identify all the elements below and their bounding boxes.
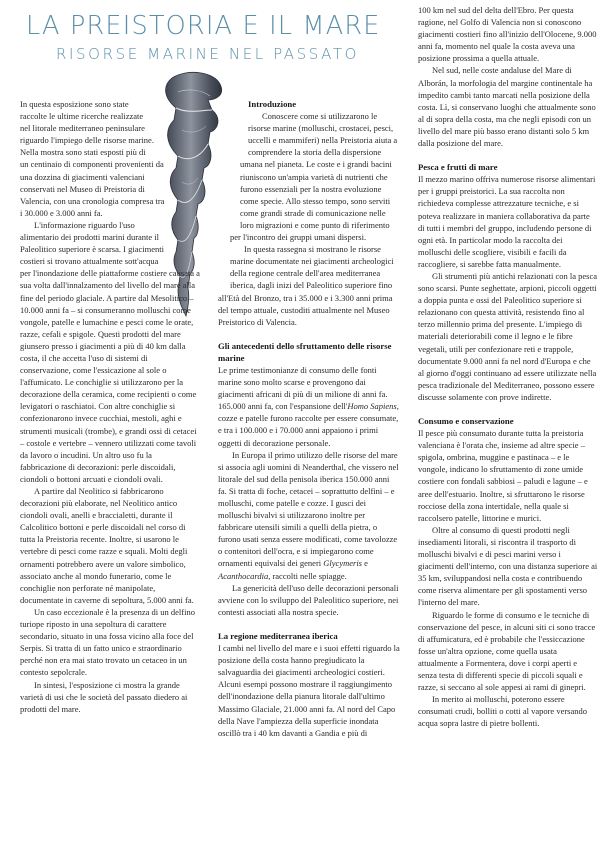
paragraph: Nel sud, nelle coste andaluse del Mare di Alborán, la morfologia del margine continentale ha impedito cambi tanto marcati nella posizione della costa. Lì, si conservano luoghi che attualmente sono al di sopra della costa, ma che negli episodi con un livello del mare più basso erano distanti solo 5 km dalla posizione del mare.: [418, 65, 596, 149]
paragraph: In merito ai molluschi, poterono essere consumati crudi, bolliti o cotti al vapore versando acqua sopra lastre di pietre bollenti.: [418, 694, 588, 729]
paragraph: Gli strumenti più antichi relazionati con la pesca sono scarsi. Punte seghettate, arpioni, piccoli oggetti a doppia punta e ossi del Paleolitico superiore si relazionano con questa attività, resistendo fino al terzo millennio prima del presente. L'impiego di materiali deteriorabili come il legno e le fibre vegetali, utili per confezionare reti e trappole, documentate 9.000 anni fa nel nord d'Europa e che al giorno d'oggi continuano ad essere utilizzate nella pesca tradizionale del Mediterraneo, possono essere discusse solamente con prove indirette.: [418, 270, 597, 402]
paragraph: L'informazione riguardo l'uso alimentario dei prodotti marini durante il Paleolitico superiore è scarsa. I giacimenti costieri si trovano attualmente sott'acqua per l'inondazione delle piattaforme costiere causata a sua volta dall'innalzamento del livello del mare alla fine del periodo glaciale. A partire dal Mesolitico – 10.000 anni fa – si consumeranno molluschi come vongole, patelle e lumachine e pesci come le orate, razze, cefali e spigole. Questi prodotti del mare giunsero presso i giacimenti a più di 40 km dalla costa, il che accetta l'uso di sistemi di conservazione, come l'essicazione al sole o l'affumicato. Le conchiglie si utilizzarono per la decorazione della ceramica, come recipienti o come levigatori o raschiatoi. Con altre conchiglie si confezionarono invece cucchiai, mestoli, aghi e strumenti musicali (trombe), e grandi ossi di cetacei – costole e vertebre – vennero utilizzati come tavoli da lavoro o incudini. Un altro uso fu la fabbricazione di decorazioni: perle discoidali, ciondoli o bottoni arcuati e ciondoli ovali.: [20, 219, 200, 484]
section-heading: Introduzione: [248, 99, 297, 109]
section-heading: Consumo e conservazione: [418, 416, 514, 426]
paragraph: A partire dal Neolitico si fabbricarono decorazioni più elaborate, nel Neolitico antico ciondoli ovali, anelli e braccialetti, durante il Calcolitico bottoni e perle discoidali nel corso di tutta la Preistoria recente. Inoltre, si usarono le vertebre di pesci come razze e squali. Molti degli ornamenti potrebbero avere un valore simbolico, associato anche al mondo funerario, come le conchiglie non perforate né manipolate, documentate in caverne di sepoltura, 5.000 anni fa.: [20, 486, 194, 605]
paragraph: La genericità dell'uso delle decorazioni personali avviene con lo sviluppo del Paleolitico superiore, nei contesti associati alla nostra specie.: [218, 582, 399, 617]
section-heading: Gli antecedenti dello sfruttamento delle risorse marine: [218, 340, 392, 363]
section-heading: Pesca e frutti di mare: [418, 162, 498, 173]
page-subtitle: RISORSE MARINE NEL PASSATO: [56, 45, 360, 63]
paragraph: Un caso eccezionale è la presenza di un delfino turiope riposto in una sepoltura di carattere secondario, situato in una fossa vicino alla foce del Serpis. Si tratta di un fatto unico e straordinario perché non era mai stato trovato un cetaceo in un contesto sepolcrale.: [20, 606, 195, 678]
paragraph: Riguardo le forme di consumo e le tecniche di conservazione del pesce, in alcuni siti ci sono tracce di affumicatura, ed è probabile che l'essiccazione fosse un'altra opzione, come quella usata attualmente a Formentera, dove i corpi aperti e senza testa di differenti specie di piccoli squali e razze, si seccano al sole appesi ai rami di ginepri.: [418, 609, 596, 693]
paragraph: Il mezzo marino offriva numerose risorse alimentari per i gruppi preistorici. La sua raccolta non richiedeva complesse attrezzature tecniche, e si poteva realizzare in maniera collaborativa da parte di tutti i membri del gruppo, includendo persone di ogni età. In particolar modo la raccolta dei molluschi delle scogliere, visibili e facili da raccogliere, si sarebbe fatta manualmente.: [418, 174, 596, 269]
paragraph: Il pesce più consumato durante tutta la preistoria valenciana è l'orata che, insieme ad altre specie – spigola, ombrina, muggine e pastinaca – e le vongole, indicano lo sfruttamento di zone umide costiere con fondali sabbiosi – paludi e lagune – e aree dell'estuario. Inoltre, si sfruttarono le risorse rocciose della zona intertidale, nella quale si raccolsero patelle, littorine e murici.: [418, 428, 588, 523]
column-middle: [218, 98, 400, 739]
paragraph: In questa rassegna si mostrano le risorse marine documentate nei giacimenti archeologici della regione centrale dell'area mediterranea iberica, dagli inizi del Paleolitico superiore fino all'Età del Bronzo, tra i 35.000 e i 3.300 anni prima del tempo attuale, custoditi attualmente nel Museo Preistorico di Valencia.: [218, 244, 394, 327]
section-heading: La regione mediterranea iberica: [218, 630, 338, 641]
column-right: [418, 4, 598, 729]
paragraph: In Europa il primo utilizzo delle risorse del mare si associa agli uomini di Neanderthal, che vissero nel litorale del sud della penisola iberica 150.000 anni fa. Si tratta di foche, cetacei – soprattutto delfini – e molluschi, come patelle e cozze. I gusci dei molluschi bivalvi si utilizzarono inoltre per fabbricare utensili simili a quelli della pietra, o furono usati senza essere modificati, come tavolozze o contenitori dell'ocra, e si impiegarono come ornamenti equivalsi dei generi Glycymeris e Acanthocardia, raccolti nelle spiagge.: [218, 449, 399, 581]
paragraph: 100 km nel sud del delta dell'Ebro. Per questa ragione, nel Golfo di Valencia non si conoscono giacimenti costieri fino all'inizio dell'Olocene, 9.000 anni fa, momento nel quale la costa aveva una posizione prossima a quella attuale.: [418, 5, 597, 64]
paragraph: Oltre al consumo di questi prodotti negli insediamenti litorali, si riscontra il trasporto di molluschi bivalvi e di pesci marini verso i giacimenti dell'interno, con una distanza superiore ai 35 km, sviluppandosi nella costa e contribuendo come riserva alimentare per gli spostamenti verso l'interno del mare.: [418, 524, 598, 608]
page-title: LA PREISTORIA E IL MARE: [26, 11, 381, 41]
paragraph: In sintesi, l'esposizione ci mostra la grande varietà di usi che le società del passato diedero ai prodotti del mare.: [20, 679, 188, 714]
column-left: [20, 98, 200, 715]
paragraph: In questa esposizione sono state raccolte le ultime ricerche realizzate nel litorale mediterraneo peninsulare riguardo l'impiego delle risorse marine. Nella mostra sono stati esposti più di un centinaio di componenti provenienti da una dozzina di giacimenti valenciani conservati nel Museo di Preistoria di Valencia, con una cronologia compresa tra i 30.000 e 3.000 anni fa.: [20, 99, 165, 218]
paragraph: Conoscere come si utilizzarono le risorse marine (molluschi, crostacei, pesci, uccelli e mammiferi) nella Preistoria aiuta a comprendere la storia della dispersione umana nel pianeta. Le coste e i grandi bacini riuniscono un'ampia varietà di nutrienti che furono essenziali per la nostra evoluzione come specie. Allo stesso tempo, sono serviti come grandi strade di comunicazione nelle loro migrazioni e come punto di riferimento per l'incontro dei gruppi umani dispersi.: [230, 111, 398, 243]
paragraph: I cambi nel livello del mare e i suoi effetti riguardo la posizione della costa hanno pregiudicato la salvaguardia dei giacimenti archeologici costieri. Alcuni esempi possono mostrare il raggiungimento dell'inondazione della pianura litorale dall'ultimo Massimo Glaciale, 21.000 anni fa. Al nord del Capo della Nave l'ampiezza della superficie inondata oscillò tra i 40 km davanti a Gandia e più di: [218, 643, 400, 738]
paragraph: Le prime testimonianze di consumo delle fonti marine sono molto scarse e provengono dai giacimenti africani di più di un milione di anni fa. 165.000 anni fa, con l'espansione dell'Homo Sapiens, cozze e patelle furono raccolte per essere consumate, e tra i 100.000 e i 70.000 anni appaiono i primi oggetti di decorazione personale.: [218, 364, 399, 448]
